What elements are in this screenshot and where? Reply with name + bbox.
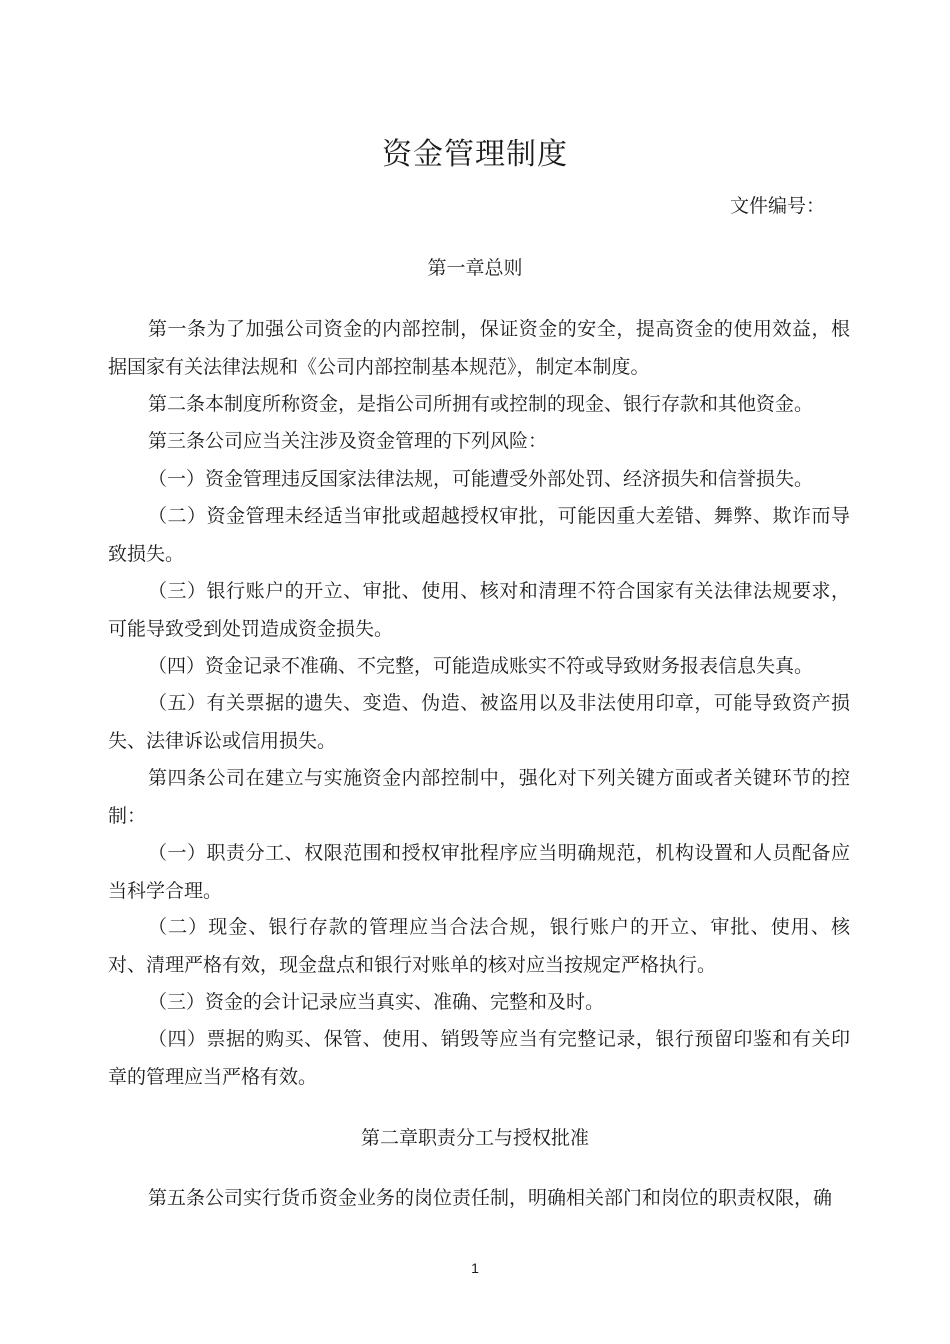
article-3-item-2: （二）资金管理未经适当审批或超越授权审批，可能因重大差错、舞弊、欺诈而导致损失。 bbox=[108, 505, 850, 565]
article-3-item-5: （五）有关票据的遗失、变造、伪造、被盗用以及非法使用印章，可能导致资产损失、法律诉讼或信用损失。 bbox=[108, 692, 850, 752]
article-4-item-4: （四）票据的购买、保管、使用、销毁等应当有完整记录，银行预留印鉴和有关印章的管理应当严格有效。 bbox=[108, 1028, 850, 1088]
document-title: 资金管理制度 bbox=[382, 137, 568, 172]
article-2-paragraph: 第二条本制度所称资金，是指公司所拥有或控制的现金、银行存款和其他资金。 bbox=[148, 393, 814, 415]
article-3-item-4: （四）资金记录不准确、不完整，可能造成账实不符或导致财务报表信息失真。 bbox=[148, 655, 814, 677]
article-5-paragraph: 第五条公司实行货币资金业务的岗位责任制，明确相关部门和岗位的职责权限，确 bbox=[148, 1187, 833, 1209]
article-4-paragraph: 第四条公司在建立与实施资金内部控制中，强化对下列关键方面或者关键环节的控制： bbox=[108, 767, 850, 827]
chapter-heading-2: 第二章职责分工与授权批准 bbox=[360, 1127, 589, 1149]
chapter-heading-1: 第一章总则 bbox=[427, 257, 523, 279]
article-3-item-3: （三）银行账户的开立、审批、使用、核对和清理不符合国家有关法律法规要求，可能导致受到处罚造成资金损失。 bbox=[108, 580, 850, 640]
page-number: 1 bbox=[471, 1260, 479, 1276]
article-4-item-3: （三）资金的会计记录应当真实、准确、完整和及时。 bbox=[148, 991, 605, 1013]
document-number-label: 文件编号： bbox=[729, 195, 825, 217]
article-4-item-1: （一）职责分工、权限范围和授权审批程序应当明确规范，机构设置和人员配备应当科学合理。 bbox=[108, 842, 850, 902]
article-3-paragraph: 第三条公司应当关注涉及资金管理的下列风险： bbox=[148, 430, 548, 452]
article-1-paragraph: 第一条为了加强公司资金的内部控制，保证资金的安全，提高资金的使用效益，根据国家有关法律法规和《公司内部控制基本规范》，制定本制度。 bbox=[108, 318, 850, 378]
article-4-item-2: （二）现金、银行存款的管理应当合法合规，银行账户的开立、审批、使用、核对、清理严格有效，现金盘点和银行对账单的核对应当按规定严格执行。 bbox=[108, 916, 850, 976]
article-3-item-1: （一）资金管理违反国家法律法规，可能遭受外部处罚、经济损失和信誉损失。 bbox=[148, 468, 814, 490]
